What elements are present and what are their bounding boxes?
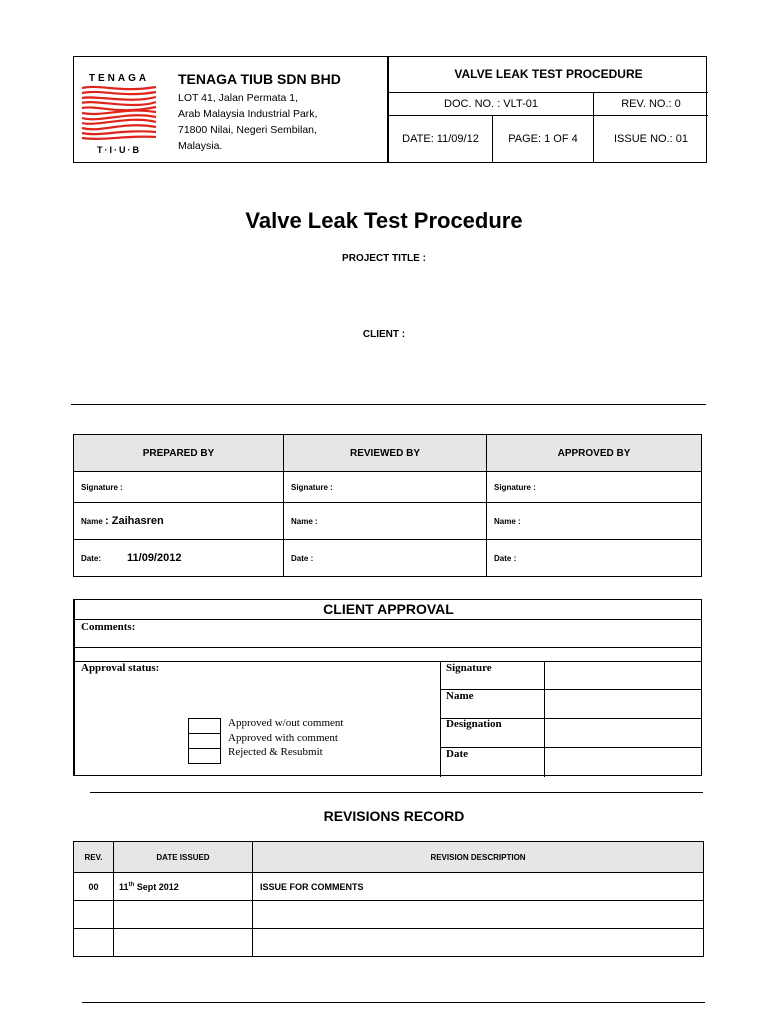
rev-number: REV. NO.: 0 bbox=[594, 92, 709, 115]
rev-cell bbox=[74, 929, 114, 957]
client-label: CLIENT : bbox=[362, 329, 406, 340]
document-info bbox=[387, 57, 708, 162]
prepared-name: Name : Zaihasren bbox=[74, 503, 284, 540]
reviewed-by-header: REVIEWED BY bbox=[284, 435, 487, 472]
prepared-by-header: PREPARED BY bbox=[74, 435, 284, 472]
reviewed-name: Name : bbox=[284, 503, 487, 540]
doc-number: DOC. NO. : VLT-01 bbox=[389, 92, 594, 115]
doc-heading: VALVE LEAK TEST PROCEDURE bbox=[389, 57, 709, 92]
address-line: LOT 41, Jalan Permata 1, bbox=[178, 92, 299, 104]
approved-by-header: APPROVED BY bbox=[487, 435, 702, 472]
divider bbox=[75, 661, 702, 662]
address-line: Malaysia. bbox=[178, 140, 223, 152]
logo-bottom-text: T·I·U·B bbox=[97, 145, 141, 155]
document-title: Valve Leak Test Procedure bbox=[245, 208, 523, 233]
logo-wave-graphic bbox=[82, 87, 156, 139]
client-approval-section bbox=[73, 599, 702, 776]
revisions-table bbox=[73, 841, 704, 957]
signature-label: Signature bbox=[446, 662, 492, 674]
prepared-signature: Signature : bbox=[74, 472, 284, 503]
doc-date: DATE: 11/09/12 bbox=[389, 115, 493, 162]
page-number: PAGE: 1 OF 4 bbox=[493, 115, 594, 162]
logo-top-text: TENAGA bbox=[88, 73, 150, 84]
approved-without-comment-checkbox[interactable] bbox=[188, 718, 221, 734]
name-label: Name bbox=[446, 690, 474, 702]
divider bbox=[75, 647, 702, 648]
revisions-record-title: REVISIONS RECORD bbox=[323, 808, 465, 824]
date-issued-cell bbox=[114, 901, 253, 929]
comments-label: Comments: bbox=[81, 621, 136, 633]
divider bbox=[440, 689, 702, 690]
date-issued-cell bbox=[114, 929, 253, 957]
rejected-resubmit-checkbox[interactable] bbox=[188, 748, 221, 764]
approved-signature: Signature : bbox=[487, 472, 702, 503]
option-approved-without-comment: Approved w/out comment bbox=[228, 717, 344, 729]
approved-with-comment-checkbox[interactable] bbox=[188, 733, 221, 749]
rev-cell: 00 bbox=[74, 873, 114, 901]
option-rejected-resubmit: Rejected & Resubmit bbox=[228, 746, 323, 758]
divider bbox=[544, 661, 545, 777]
description-cell: ISSUE FOR COMMENTS bbox=[253, 873, 704, 901]
divider bbox=[75, 619, 702, 620]
tenaga-tiub-logo bbox=[80, 71, 158, 155]
company-name: TENAGA TIUB SDN BHD bbox=[178, 71, 341, 87]
date-issued-header: DATE ISSUED bbox=[114, 842, 253, 873]
project-title-label: PROJECT TITLE : bbox=[342, 253, 426, 264]
option-approved-with-comment: Approved with comment bbox=[228, 732, 338, 744]
description-cell bbox=[253, 901, 704, 929]
approval-status-label: Approval status: bbox=[81, 662, 160, 674]
approved-date: Date : bbox=[487, 540, 702, 577]
client-approval-title: CLIENT APPROVAL bbox=[323, 601, 454, 617]
table-row bbox=[74, 901, 704, 929]
divider bbox=[90, 792, 703, 793]
divider bbox=[82, 1002, 705, 1003]
signoff-table bbox=[73, 434, 702, 577]
divider bbox=[440, 661, 441, 777]
designation-label: Designation bbox=[446, 718, 502, 730]
table-row bbox=[74, 929, 704, 957]
prepared-date-value: 11/09/2012 bbox=[127, 552, 182, 564]
reviewed-signature: Signature : bbox=[284, 472, 487, 503]
prepared-date: Date: 11/09/2012 bbox=[74, 540, 284, 577]
approved-name: Name : bbox=[487, 503, 702, 540]
divider bbox=[440, 747, 702, 748]
description-cell bbox=[253, 929, 704, 957]
company-address bbox=[178, 90, 317, 154]
table-row bbox=[74, 873, 704, 901]
divider bbox=[71, 404, 706, 405]
date-label: Date bbox=[446, 748, 468, 760]
prepared-name-value: : Zaihasren bbox=[105, 515, 164, 527]
address-line: Arab Malaysia Industrial Park, bbox=[178, 108, 318, 120]
issue-number: ISSUE NO.: 01 bbox=[594, 115, 709, 162]
date-issued-cell: 11th Sept 2012 bbox=[114, 873, 253, 901]
address-line: 71800 Nilai, Negeri Sembilan, bbox=[178, 124, 317, 136]
revision-description-header: REVISION DESCRIPTION bbox=[253, 842, 704, 873]
rev-header: REV. bbox=[74, 842, 114, 873]
rev-cell bbox=[74, 901, 114, 929]
reviewed-date: Date : bbox=[284, 540, 487, 577]
document-header bbox=[73, 56, 707, 163]
